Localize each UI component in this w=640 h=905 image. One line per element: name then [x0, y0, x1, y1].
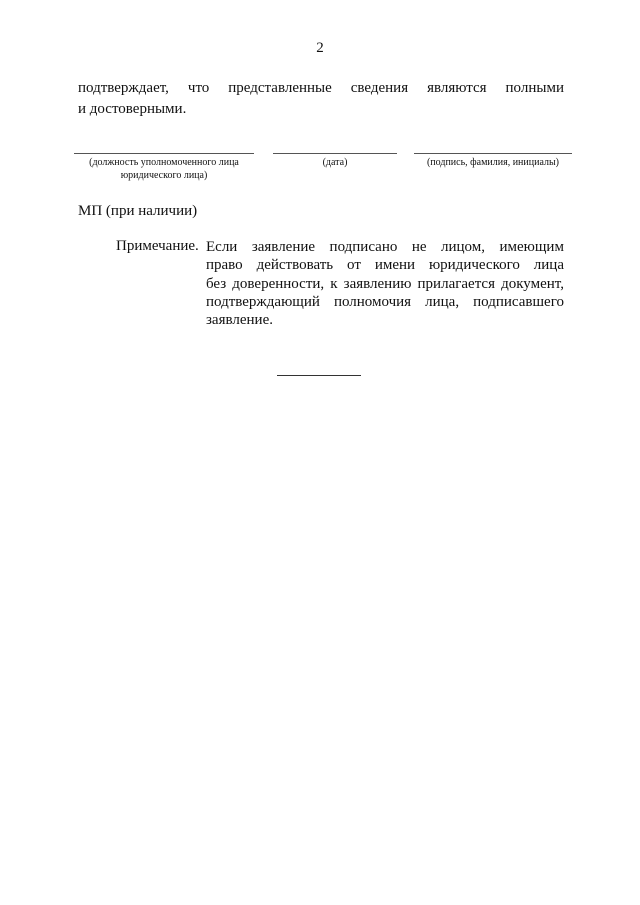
- signature-caption: (подпись, фамилия, инициалы): [426, 157, 560, 168]
- note-line: Если заявление подписано не лицом, имеющим: [206, 239, 564, 255]
- position-signature-line: [74, 153, 254, 154]
- position-caption: (должность уполномоченного лица юридического лица): [89, 157, 239, 181]
- intro-line-2: и достоверными.: [78, 101, 187, 117]
- note-line-last: заявление.: [206, 312, 273, 329]
- page-number: 2: [316, 40, 324, 56]
- note-line: право действовать от имени юридического лица: [206, 257, 564, 274]
- date-caption: (дата): [322, 157, 348, 168]
- note-line: подтверждающий полномочия лица, подписавшего: [206, 293, 564, 310]
- name-signature-line: [414, 153, 572, 154]
- intro-line-1: [78, 78, 564, 99]
- note-line: без доверенности, к заявлению прилагается документ,: [206, 275, 564, 292]
- intro-word: представленные: [228, 80, 332, 96]
- end-of-document-rule: [277, 375, 361, 376]
- stamp-place: МП (при наличии): [78, 203, 198, 219]
- note-body: [206, 238, 564, 329]
- intro-word: являются: [427, 80, 487, 96]
- intro-word: сведения: [350, 80, 409, 96]
- intro-paragraph: [78, 78, 564, 120]
- intro-word: подтверждает,: [78, 80, 169, 96]
- intro-word: полными: [505, 80, 564, 96]
- note-label: Примечание.: [116, 238, 199, 254]
- intro-word: что: [187, 80, 210, 96]
- date-signature-line: [273, 153, 397, 154]
